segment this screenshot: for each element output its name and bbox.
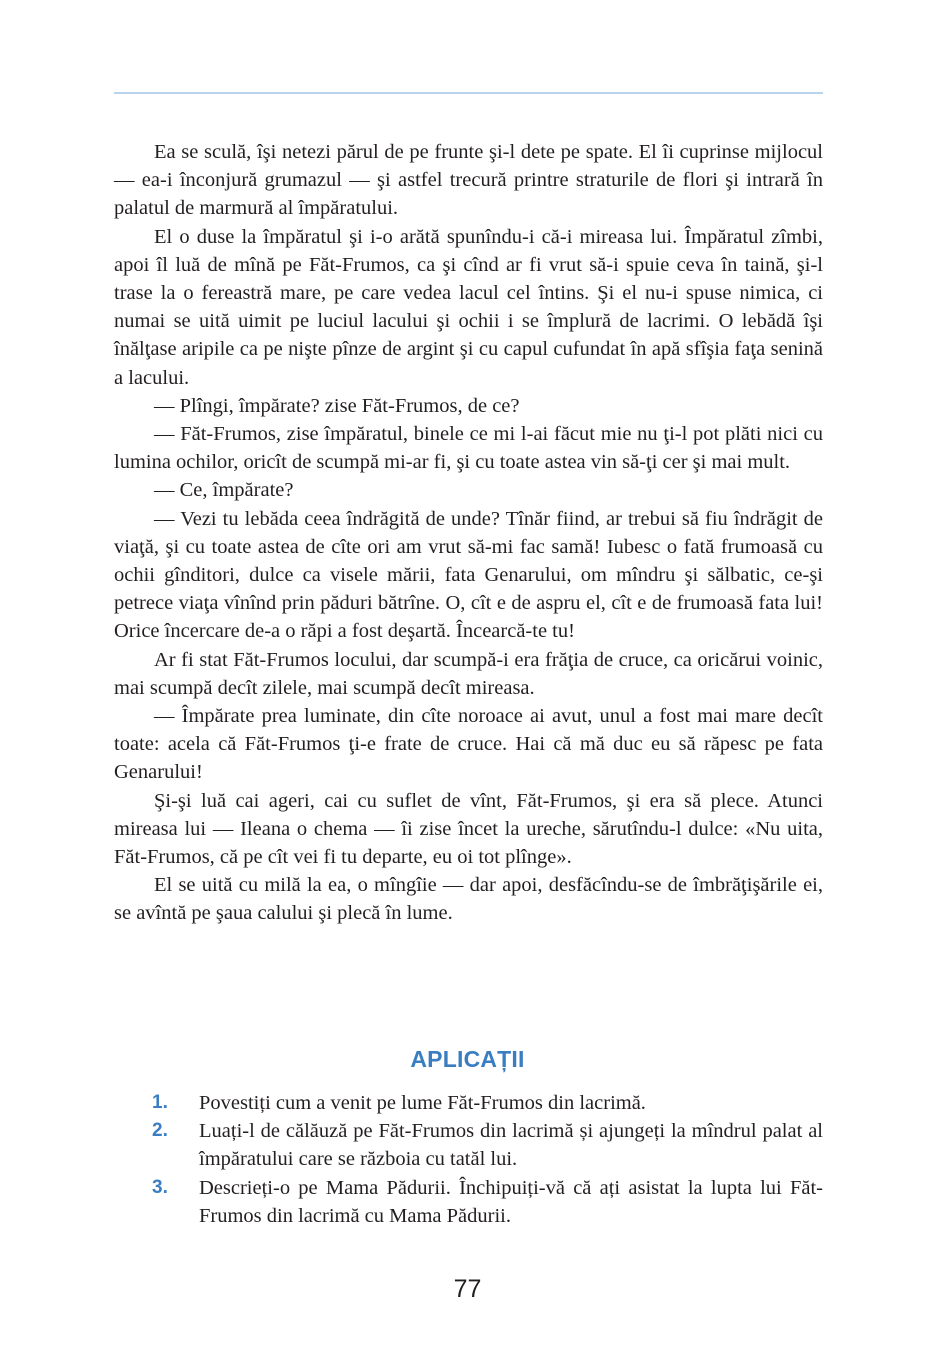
task-item [152,1174,823,1230]
paragraph: Ar fi stat Făt-Frumos locului, dar scumpă-i era frăţia de cruce, ca oricărui voinic, mai scumpă decît zilele, mai scumpă decît mireasa. [114,648,823,699]
task-text: Descrieți-o pe Mama Pădurii. Închipuiți-vă că ați asistat la lupta lui Făt-Frumos din lacrimă cu Mama Pădurii. [199,1176,823,1227]
dialogue-line: — Plîngi, împărate? zise Făt-Frumos, de ce? [154,394,520,417]
header-rule [114,92,823,94]
task-number: 3. [152,1176,168,1198]
task-text: Povestiți cum a venit pe lume Făt-Frumos din lacrimă. [199,1092,646,1114]
task-number: 1. [152,1092,168,1113]
page-number: 77 [453,1275,482,1303]
dialogue-line: — Vezi tu lebăda ceea îndrăgită de unde? Tînăr fiind, ar trebui să fiu îndrăgit de viaţă, şi cu toate astea de cîte ori am vrut să-mi fac samă! Iubesc o fată frumoasă cu ochii gînditori, dulce ca visele mării, fata Genarului, om mîndru şi sălbatic, ce-şi petrece viaţa vînînd prin păduri bătrîne. O, cît e de aspru el, cît e de frumoasă fata lui! Orice încercare de-a o răpi a fost deşartă. Încearcă-te tu! [114,507,823,643]
dialogue-line: — Făt-Frumos, zise împăratul, binele ce mi l-ai făcut mie nu ţi-l pot plăti nici cu lumina ochilor, oricît de scumpă mi-ar fi, şi cu toate astea vin să-ţi cer şi mai mult. [114,423,823,474]
task-item [152,1089,823,1117]
section-title: APLICAȚII [410,1046,525,1072]
story-text [114,138,823,928]
task-text: Luați-l de călăuză pe Făt-Frumos din lacrimă și ajungeți la mîndrul palat al împăratului care se războia cu tatăl lui. [199,1120,823,1171]
task-list [152,1089,823,1230]
paragraph: Şi-şi luă cai ageri, cai cu suflet de vînt, Făt-Frumos, şi era să plece. Atunci mireasa lui — Ileana o chema — îi zise încet la ureche, sărutîndu-l dulce: «Nu uita, Făt-Frumos, că pe cît vei fi tu departe, eu oi tot plînge». [114,789,823,869]
dialogue-line: — Împărate prea luminate, din cîte noroace ai avut, unul a fost mai mare decît toate: acela că Făt-Frumos ţi-e frate de cruce. Hai că mă duc eu să răpesc pe fata Genarului! [114,705,823,784]
task-number: 2. [152,1120,168,1142]
paragraph: Ea se sculă, îşi netezi părul de pe frunte şi-l dete pe spate. El îi cuprinse mijlocul — ea-i înconjură grumazul — şi astfel trecură printre straturile de flori şi intrară în palatul de marmură al împăratului. [114,141,823,220]
paragraph: El o duse la împăratul şi i-o arătă spunîndu-i că-i mireasa lui. Împăratul zîmbi, apoi îl luă de mînă pe Făt-Frumos, ca şi cînd ar fi vrut să-i spuie ceva în taină, şi-l trase la o fereastră mare, pe care vedea lacul cel întins. Şi el nu-i spuse nimica, ci numai se uită uimit pe luciul lacului şi ochii i se împlură de lacrimi. O lebădă îşi înălţase aripile ca pe nişte pînze de argint şi cu capul cufundat în apă sfîşia faţa senină a lacului. [114,225,823,389]
task-item [152,1117,823,1173]
paragraph: El se uită cu milă la ea, o mîngîie — dar apoi, desfăcîndu-se de îmbrăţişările ei, se avîntă pe şaua calului şi plecă în lume. [114,874,823,925]
dialogue-line: — Ce, împărate? [154,479,294,502]
